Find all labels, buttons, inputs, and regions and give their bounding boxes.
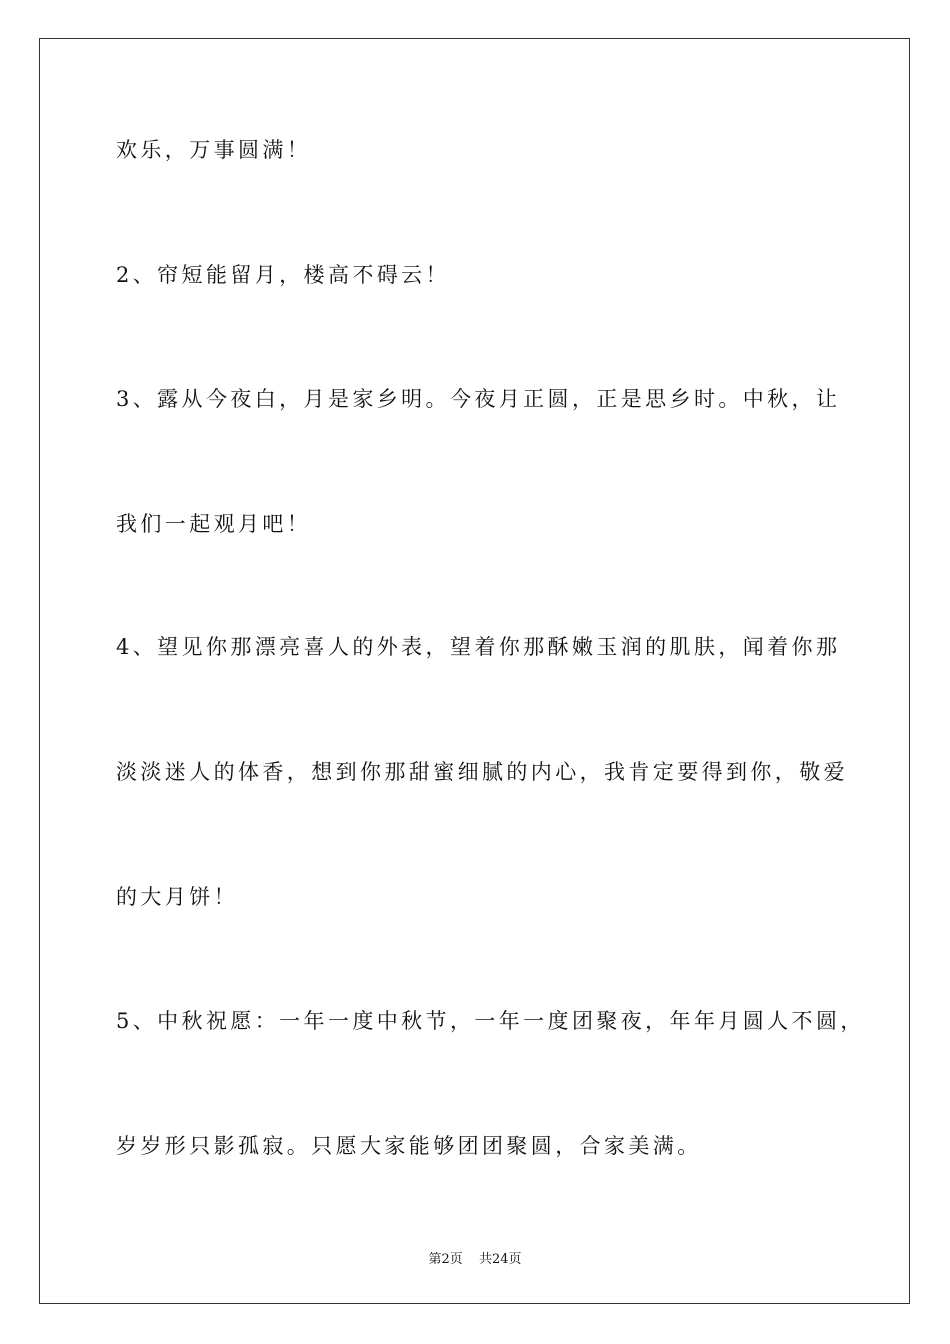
text-line: 欢乐，万事圆满！ xyxy=(116,138,312,162)
page-footer xyxy=(0,1248,950,1267)
text-line: 的大月饼！ xyxy=(116,885,238,909)
text-line: 岁岁形只影孤寂。只愿大家能够团团聚圆，合家美满。 xyxy=(116,1134,702,1158)
text-line: 4、望见你那漂亮喜人的外表，望着你那酥嫩玉润的肌肤，闻着你那 xyxy=(116,635,841,659)
text-line: 我们一起观月吧！ xyxy=(116,512,312,536)
text-line: 2、帘短能留月，楼高不碍云！ xyxy=(116,263,450,287)
text-line: 5、中秋祝愿：一年一度中秋节，一年一度团聚夜，年年月圆人不圆， xyxy=(116,1009,865,1033)
text-line: 淡淡迷人的体香，想到你那甜蜜细腻的内心，我肯定要得到你，敬爱 xyxy=(116,760,848,784)
page-number: 第2页 xyxy=(428,1252,463,1267)
page-frame xyxy=(39,38,910,1304)
page-total: 共24页 xyxy=(478,1252,522,1267)
text-line: 3、露从今夜白，月是家乡明。今夜月正圆，正是思乡时。中秋，让 xyxy=(116,387,841,411)
